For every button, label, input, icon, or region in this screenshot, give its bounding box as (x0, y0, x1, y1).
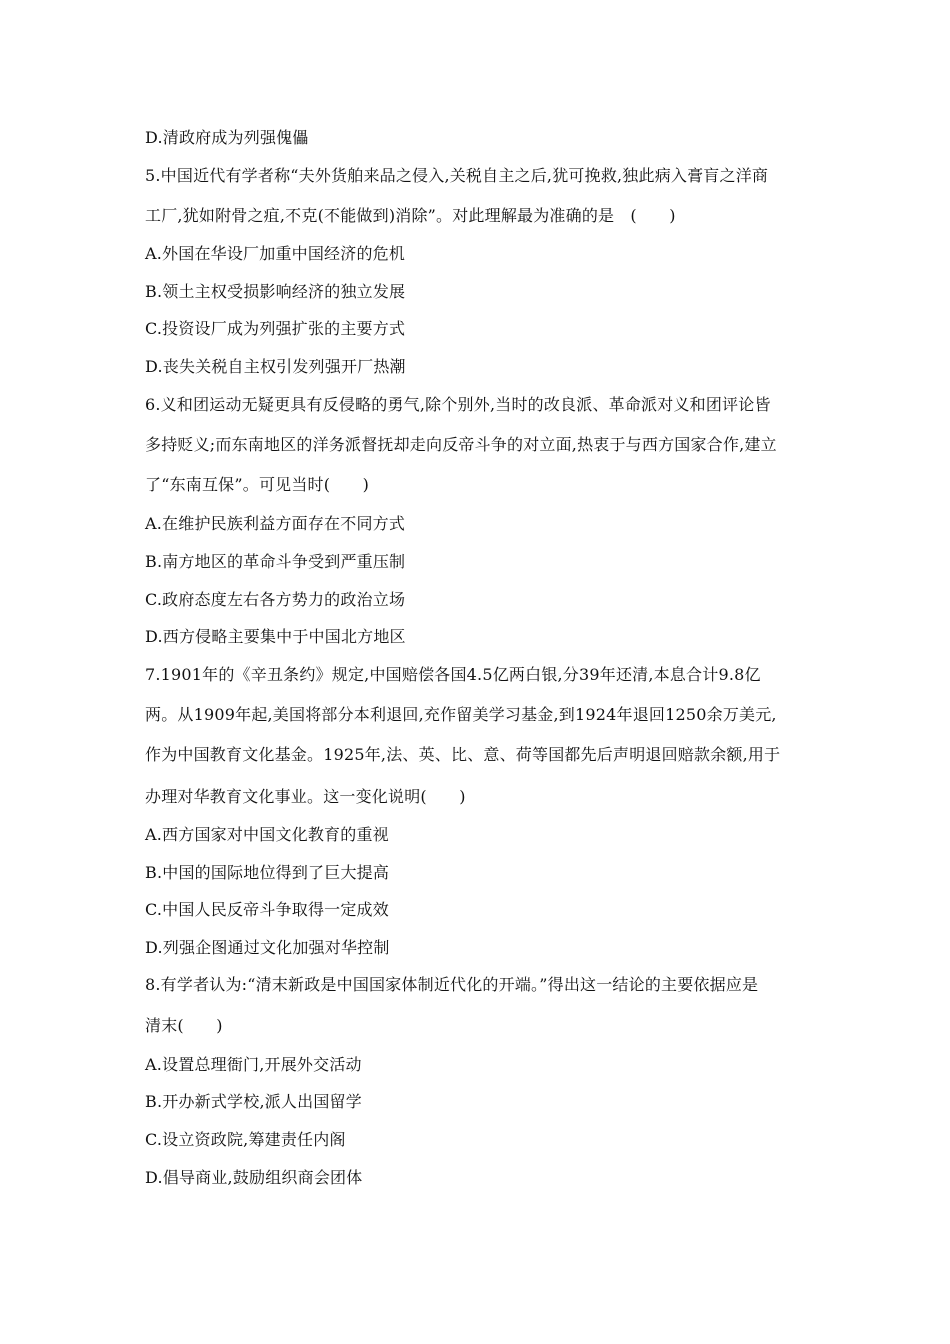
q7-option-c: C.中国人民反帝斗争取得一定成效 (145, 900, 389, 919)
q4-option-d: D.清政府成为列强傀儡 (145, 128, 309, 147)
q6-stem-line-3: 了“东南互保”。可见当时( ) (145, 475, 370, 494)
q6-stem-line-2: 多持贬义;而东南地区的洋务派督抚却走向反帝斗争的对立面,热衷于与西方国家合作,建立 (145, 435, 777, 454)
q6-option-c: C.政府态度左右各方势力的政治立场 (145, 590, 406, 609)
q7-stem-line-4: 办理对华教育文化事业。这一变化说明( ) (145, 787, 466, 806)
q7-stem-line-2: 两。从1909年起,美国将部分本利退回,充作留美学习基金,到1924年退回1250余万美元, (145, 705, 777, 724)
q6-option-a: A.在维护民族利益方面存在不同方式 (145, 514, 406, 533)
q8-option-d: D.倡导商业,鼓励组织商会团体 (145, 1168, 363, 1187)
q6-stem-line-1: 6.义和团运动无疑更具有反侵略的勇气,除个别外,当时的改良派、革命派对义和团评论皆 (145, 395, 771, 414)
q8-stem-line-2: 清末( ) (145, 1016, 223, 1035)
q5-stem-line-1: 5.中国近代有学者称“夫外货舶来品之侵入,关税自主之后,犹可挽救,独此病入膏肓之洋商 (145, 166, 769, 185)
q5-option-d: D.丧失关税自主权引发列强开厂热潮 (145, 357, 406, 376)
q7-option-a: A.西方国家对中国文化教育的重视 (145, 825, 389, 844)
q8-option-a: A.设置总理衙门,开展外交活动 (145, 1055, 362, 1074)
q5-option-a: A.外国在华设厂加重中国经济的危机 (145, 244, 406, 263)
q8-option-b: B.开办新式学校,派人出国留学 (145, 1092, 362, 1111)
q7-option-b: B.中国的国际地位得到了巨大提高 (145, 863, 390, 882)
q5-stem-line-2: 工厂,犹如附骨之疽,不克(不能做到)消除”。对此理解最为准确的是 ( ) (145, 206, 676, 225)
q6-option-b: B.南方地区的革命斗争受到严重压制 (145, 552, 406, 571)
q7-stem-line-3: 作为中国教育文化基金。1925年,法、英、比、意、荷等国都先后声明退回赔款余额,用于 (145, 745, 781, 764)
q8-stem-line-1: 8.有学者认为:“清末新政是中国国家体制近代化的开端。”得出这一结论的主要依据应是 (145, 975, 759, 994)
q5-option-c: C.投资设厂成为列强扩张的主要方式 (145, 319, 406, 338)
q6-option-d: D.西方侵略主要集中于中国北方地区 (145, 627, 406, 646)
q7-stem-line-1: 7.1901年的《辛丑条约》规定,中国赔偿各国4.5亿两白银,分39年还清,本息合计9.8亿 (145, 665, 761, 684)
q7-option-d: D.列强企图通过文化加强对华控制 (145, 938, 390, 957)
q8-option-c: C.设立资政院,筹建责任内阁 (145, 1130, 346, 1149)
q5-option-b: B.领土主权受损影响经济的独立发展 (145, 282, 406, 301)
